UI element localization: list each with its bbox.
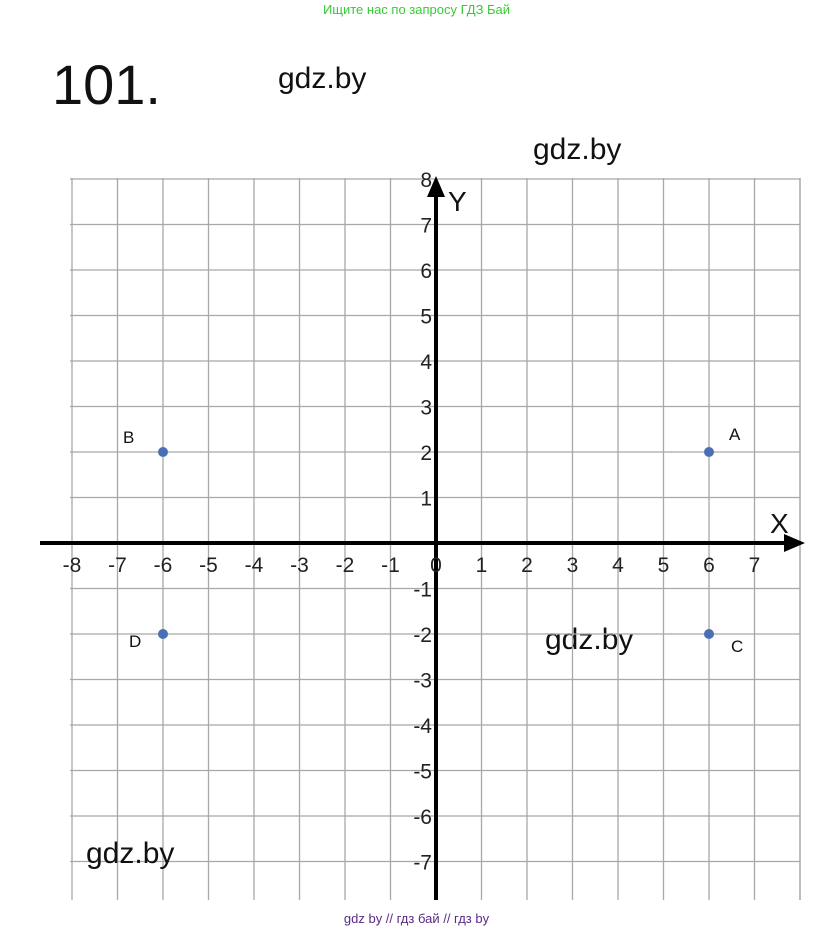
axes bbox=[40, 176, 805, 900]
x-tick-label: -1 bbox=[381, 554, 400, 577]
points bbox=[123, 425, 743, 656]
point-label-d: D bbox=[129, 632, 142, 651]
x-tick-label: 1 bbox=[475, 554, 488, 577]
x-tick-label: 0 bbox=[430, 554, 442, 577]
tick-labels bbox=[63, 169, 761, 875]
watermark-4: gdz.by bbox=[86, 837, 175, 870]
point-b bbox=[158, 447, 168, 457]
x-tick-label: -8 bbox=[62, 554, 82, 577]
x-tick-label: 2 bbox=[521, 554, 533, 577]
point-a bbox=[704, 447, 714, 457]
watermark-2: gdz.by bbox=[533, 133, 622, 166]
point-c bbox=[704, 629, 714, 639]
x-tick-label: -3 bbox=[290, 554, 309, 577]
footer-text: gdz by // гдз бай // гдз by bbox=[343, 911, 490, 926]
y-tick-label: 3 bbox=[420, 396, 432, 420]
x-tick-label: -4 bbox=[244, 554, 264, 577]
x-tick-label: 5 bbox=[657, 554, 670, 577]
x-tick-label: -7 bbox=[108, 554, 127, 577]
y-tick-label: -1 bbox=[413, 578, 432, 602]
x-tick-label: -6 bbox=[153, 554, 173, 577]
y-tick-label: 1 bbox=[420, 487, 432, 511]
x-tick-label: 4 bbox=[612, 554, 624, 577]
y-tick-label: -5 bbox=[413, 760, 432, 784]
y-axis-label: Y bbox=[448, 186, 467, 217]
y-tick-label: -7 bbox=[413, 851, 432, 875]
x-tick-label: 6 bbox=[703, 554, 715, 577]
point-label-c: C bbox=[731, 637, 744, 656]
y-tick-label: 6 bbox=[420, 260, 432, 283]
x-axis-label: X bbox=[770, 508, 789, 539]
y-tick-label: 2 bbox=[420, 442, 432, 465]
problem-number: 101. bbox=[52, 53, 161, 116]
y-tick-label: -3 bbox=[413, 669, 432, 693]
x-tick-label: -5 bbox=[199, 554, 218, 577]
y-tick-label: 8 bbox=[420, 169, 432, 192]
point-d bbox=[158, 629, 168, 639]
top-banner: Ищите нас по запросу ГДЗ Бай bbox=[322, 2, 511, 17]
point-label-b: B bbox=[123, 428, 135, 447]
y-tick-label: 5 bbox=[420, 305, 432, 329]
y-tick-label: 4 bbox=[420, 351, 432, 374]
x-tick-label: 3 bbox=[566, 554, 579, 577]
y-tick-label: -2 bbox=[413, 624, 432, 647]
watermark-3: gdz.by bbox=[545, 623, 634, 656]
y-tick-label: 7 bbox=[420, 214, 432, 238]
x-tick-label: 7 bbox=[748, 554, 761, 577]
point-label-a: A bbox=[729, 425, 741, 444]
watermark-1: gdz.by bbox=[278, 62, 367, 95]
y-tick-label: -4 bbox=[413, 715, 432, 738]
y-tick-label: -6 bbox=[413, 806, 432, 829]
x-tick-label: -2 bbox=[335, 554, 355, 577]
